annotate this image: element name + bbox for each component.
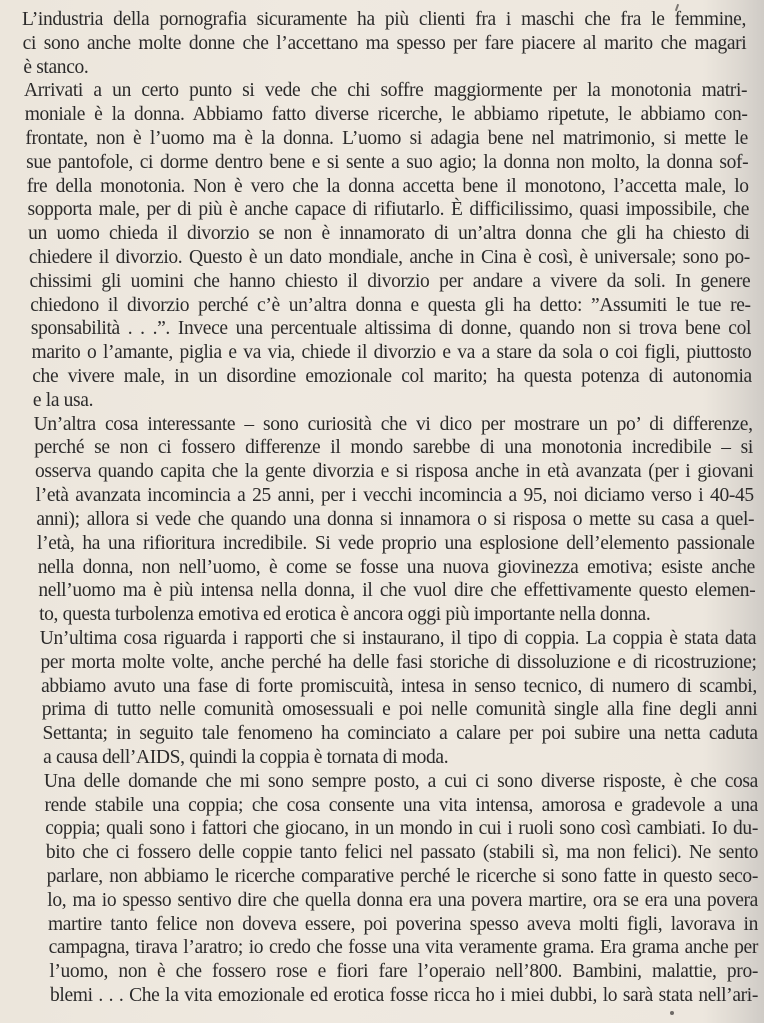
text-line: ci sono anche molte donne che l’accettano ma spesso per fare piacere al marito che magari: [22, 32, 747, 54]
text-line: perché se non ci fossero differenze il mondo sarebbe di una monotonia incredibile – si: [34, 437, 753, 459]
text-line: osserva quando capita che la gente divorzia e si risposa anche in età avanzata (per i giovani: [34, 461, 754, 483]
text-line: che vivere male, in un disordine emozionale col marito; ha questa potenza di autonomia: [32, 366, 752, 388]
text-line: Un’altra cosa interessante – sono curiosità che vi dico per mostrare un po’ di differenze,: [33, 413, 753, 435]
text-line: Arrivati a un certo punto si vede che chi soffre maggiormente per la monotonia matri-: [24, 80, 748, 102]
text-line: campagna, tirava l’aratro; io credo che fosse una vita veramente grama. Era grama anche per: [48, 937, 758, 959]
text-line: fre della monotonia. Non è vero che la donna accetta bene il monotono, l’accetta male, lo: [26, 175, 749, 197]
text-line: L’industria della pornografia sicuramente ha più clienti fra i maschi che fra le femmine,: [22, 9, 746, 30]
text-line: a causa dell’AIDS, quindi la coppia è tornata di moda.: [43, 746, 449, 768]
text-line: coppia; quali sono i fattori che giocano, in un mondo in cui i ruoli sono così cambiati. Io du-: [45, 818, 758, 840]
text-line: un uomo chieda il divorzio se non è innamorato di un’altra donna che gli ha chiesto di: [28, 223, 750, 245]
text-line: l’uomo, non è che fossero rose e fiori fare l’operaio nell’800. Bambini, malattie, pro-: [49, 961, 758, 983]
text-line: chiedere il divorzio. Questo è un dato mondiale, anche in Cina è così, è universale; sono po-: [28, 247, 750, 269]
text-line: parlare, non abbiamo le ricerche comparative perché le ricerche si sono fatte in questo seco-: [46, 865, 758, 887]
text-line: sopporta male, per di più è anche capace di rifiutarlo. È difficilissimo, quasi impossibile, che: [27, 199, 750, 221]
text-line: nella donna, non nell’uomo, è come se fosse una nuova giovinezza emotiva; esiste anche: [37, 556, 755, 578]
text-line: to, questa turbolenza emotiva ed erotica è ancora oggi più importante nella donna.: [39, 604, 651, 626]
text-line: l’età avanzata incomincia a 25 anni, per i vecchi incomincia a 95, noi diciamo verso i 40-45: [35, 485, 754, 507]
text-line: frontate, non è l’uomo ma è la donna. L’uomo si adagia bene nel matrimonio, si mette le: [25, 128, 748, 150]
text-line: sue pantofole, ci dorme dentro bene e si sente a suo agio; la donna non molto, la donna sof-: [26, 151, 749, 173]
text-line: sponsabilità . . .”. Invece una percentuale altissima di donne, quando non si trova bene col: [30, 318, 752, 340]
text-line: anni); allora si vede che quando una donna si innamora o si risposa o mette su casa a quel-: [36, 508, 755, 530]
text-line: bito che ci fossero delle coppie tanto felici nel passato (stabili sì, ma non felici). Ne sento: [45, 842, 758, 864]
text-line: Un’ultima cosa riguarda i rapporti che si instaurano, il tipo di coppia. La coppia è stata data: [39, 627, 757, 649]
text-line: blemi . . . Che la vita emozionale ed erotica fosse ricca ho i miei dubbi, lo sarà stata nell’ari-: [50, 985, 758, 1006]
text-line: chissimi gli uomini che hanno chiesto il divorzio per andare a vivere da soli. In genere: [29, 270, 751, 292]
text-line: prima di tutto nelle comunità omosessuali e poi nelle comunità single alla fine degli anni: [41, 699, 758, 721]
text-line: rende stabile una coppia; che cosa consente una vita intensa, amorosa e gradevole a una: [44, 794, 758, 816]
text-line: l’età, ha una rifioritura incredibile. Si vede proprio una esplosione dell’elemento passionale: [37, 532, 755, 554]
text-line: lo, ma io spesso sentivo dire che quella donna era una povera martire, ora se era una povera: [47, 889, 758, 911]
text-line: abbiamo avuto una fase di forte promiscuità, intesa in senso tecnico, di numero di scambi,: [41, 675, 757, 697]
text-line: chiedono il divorzio perché c’è un’altra donna e questa gli ha detto: ”Assumiti le tue re-: [30, 294, 751, 316]
text-line: nell’uomo ma è più intensa nella donna, il che vuol dire che effettivamente questo elemen-: [38, 580, 756, 602]
text-line: marito o l’amante, piglia e va via, chiede il divorzio e va a stare da sola o coi figli, piuttosto: [31, 342, 752, 364]
text-line: è stanco.: [23, 56, 89, 78]
stray-dot: [670, 1011, 674, 1015]
text-line: e la usa.: [32, 389, 94, 411]
text-line: Una delle domande che mi sono sempre posto, a cui ci sono diverse risposte, è che cosa: [43, 770, 758, 792]
text-line: per morta molte volte, anche perché ha delle fasi storiche di dissoluzione e di ricostruzione;: [40, 651, 757, 673]
text-line: martire tanto felice non doveva essere, poi poverina spesso aveva molti figli, lavorava in: [47, 913, 758, 935]
text-line: moniale è la donna. Abbiamo fatto diverse ricerche, le abbiamo ripetute, le abbiamo con-: [24, 104, 748, 126]
text-line: Settanta; in seguito tale fenomeno ha cominciato a calare per poi subire una netta caduta: [42, 723, 758, 745]
